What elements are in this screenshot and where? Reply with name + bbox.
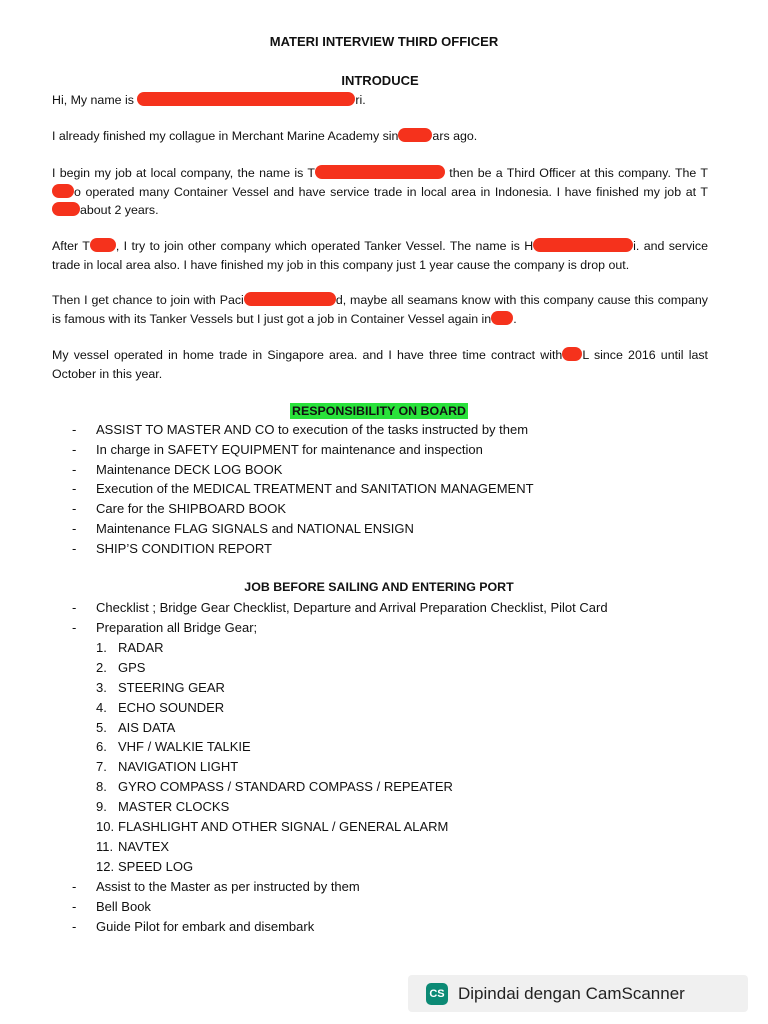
item-text: FLASHLIGHT AND OTHER SIGNAL / GENERAL ALARM — [118, 819, 449, 835]
text: I begin my job at local company, the name is T — [52, 166, 315, 180]
numbered-item — [96, 698, 453, 718]
numbered-item — [96, 737, 453, 757]
item-text: AIS DATA — [118, 719, 176, 735]
bridge-gear-list — [96, 638, 453, 877]
list-item-text: Preparation all Bridge Gear; — [96, 619, 258, 635]
job-list-top — [72, 598, 608, 638]
numbered-item — [96, 718, 453, 738]
redaction-mark — [315, 165, 445, 179]
job-list-bottom — [72, 877, 360, 936]
numbered-item — [96, 837, 453, 857]
item-number: 3. — [96, 679, 107, 695]
dash-marker: - — [72, 520, 77, 536]
redaction-mark — [90, 238, 116, 252]
camscanner-logo-icon: CS — [426, 983, 448, 1005]
text: , I try to join other company which operated Tanker Vessel. The name is H — [115, 239, 534, 253]
item-number: 7. — [96, 759, 107, 775]
list-item-text: Assist to the Master as per instructed by them — [96, 879, 360, 894]
text: I already finished my collague in Merchant Marine Academy sin — [52, 129, 399, 143]
numbered-item — [96, 757, 453, 777]
text: Hi, My name is — [52, 93, 138, 107]
numbered-item — [96, 658, 453, 678]
item-number: 2. — [96, 659, 107, 675]
list-item-text: ASSIST TO MASTER AND CO to execution of the tasks instructed by them — [96, 422, 529, 437]
dash-marker: - — [72, 600, 77, 615]
item-number: 5. — [96, 719, 107, 735]
list-item — [72, 598, 608, 618]
list-item — [72, 897, 360, 917]
item-text: ECHO SOUNDER — [118, 699, 225, 715]
dash-marker: - — [72, 879, 77, 894]
dash-marker: - — [72, 540, 77, 556]
dash-marker: - — [72, 619, 77, 635]
highlighted-heading-text: RESPONSIBILITY ON BOARD — [292, 404, 466, 418]
dash-marker: - — [72, 501, 77, 517]
list-item-text: SHIP’S CONDITION REPORT — [96, 540, 273, 556]
text: . — [513, 311, 517, 326]
numbered-item — [96, 678, 453, 698]
list-item — [72, 499, 534, 519]
text: o operated many Container Vessel and have service trade in local area in Indonesia. I have finished my job at — [74, 184, 701, 199]
item-text: STEERING GEAR — [118, 679, 225, 695]
item-number: 11. — [96, 838, 114, 854]
text: After T — [52, 239, 90, 253]
intro-paragraph-tanker — [52, 237, 708, 274]
list-item-text: Guide Pilot for embark and disembark — [96, 918, 315, 934]
list-item — [72, 440, 534, 460]
item-text: NAVIGATION LIGHT — [118, 759, 239, 775]
list-item — [72, 460, 534, 480]
introduce-heading: INTRODUCE — [341, 73, 419, 88]
text: Then I get chance to join with Paci — [52, 293, 244, 307]
dash-marker: - — [72, 898, 77, 914]
list-item-text: Maintenance DECK LOG BOOK — [96, 461, 283, 477]
text: T — [700, 166, 708, 180]
redaction-mark — [562, 347, 582, 361]
watermark-text: Dipindai dengan CamScanner — [458, 983, 685, 1003]
list-item — [72, 479, 534, 499]
dash-marker: - — [72, 918, 77, 934]
dash-marker: - — [72, 461, 77, 477]
dash-marker: - — [72, 441, 77, 457]
text: about 2 years. — [80, 203, 159, 217]
redaction-mark — [244, 292, 336, 306]
numbered-item — [96, 638, 453, 658]
redaction-mark — [137, 92, 355, 106]
text: d, maybe all seamans know with this company cause this company is famous with its Tanker Vessels but I just got a job in Container Vessel again in — [52, 293, 708, 326]
numbered-item — [96, 857, 453, 877]
item-number: 6. — [96, 739, 107, 755]
list-item — [72, 420, 534, 440]
redaction-mark — [491, 311, 513, 325]
list-item — [72, 917, 360, 937]
text: T — [700, 184, 708, 199]
document-title: MATERI INTERVIEW THIRD OFFICER — [269, 34, 499, 49]
redaction-mark — [52, 202, 80, 216]
item-text: RADAR — [118, 640, 164, 655]
numbered-item — [96, 817, 453, 837]
item-text: GPS — [118, 659, 146, 675]
list-item-text: Maintenance FLAG SIGNALS and NATIONAL ENSIGN — [96, 520, 414, 536]
list-item — [72, 618, 608, 638]
list-item-text: Care for the SHIPBOARD BOOK — [96, 501, 287, 517]
intro-paragraph-pacific — [52, 291, 708, 328]
item-text: GYRO COMPASS / STANDARD COMPASS / REPEATER — [118, 779, 453, 795]
text: L since 2016 until last October in this year. — [52, 348, 708, 381]
numbered-item — [96, 797, 453, 817]
dash-marker: - — [72, 422, 77, 437]
text: i. and service trade in local area also. I have finished my job in this company just 1 year cause the company is drop out. — [52, 239, 708, 272]
item-number: 10. — [96, 819, 115, 835]
item-text: NAVTEX — [118, 838, 170, 854]
responsibility-heading — [0, 402, 758, 420]
text: then be a Third Officer at this company. The — [444, 166, 701, 180]
item-text: VHF / WALKIE TALKIE — [118, 739, 251, 755]
item-number: 12. — [96, 858, 115, 874]
item-number: 9. — [96, 799, 107, 815]
responsibility-list — [72, 420, 534, 559]
list-item-text: Checklist ; Bridge Gear Checklist, Departure and Arrival Preparation Checklist, Pilot Card — [96, 600, 608, 615]
text: My vessel operated in home trade in Singapore area. and I have three time contract with — [52, 348, 563, 362]
item-number: 4. — [96, 699, 107, 715]
intro-paragraph-academy — [52, 127, 708, 146]
item-text: MASTER CLOCKS — [118, 799, 230, 815]
item-number: 8. — [96, 779, 107, 795]
dash-marker: - — [72, 481, 77, 497]
intro-paragraph-contract — [52, 346, 708, 383]
list-item-text: In charge in SAFETY EQUIPMENT for maintenance and inspection — [96, 441, 483, 457]
text: ars ago. — [432, 129, 478, 143]
redaction-mark — [52, 184, 74, 198]
intro-paragraph-name — [52, 91, 708, 110]
intro-paragraph-first-job — [52, 164, 708, 220]
list-item — [72, 519, 534, 539]
numbered-item — [96, 777, 453, 797]
list-item — [72, 877, 360, 897]
item-text: SPEED LOG — [118, 858, 194, 874]
list-item-text: Execution of the MEDICAL TREATMENT and SANITATION MANAGEMENT — [96, 481, 534, 497]
text: ri. — [355, 93, 366, 107]
list-item — [72, 539, 534, 559]
job-heading: JOB BEFORE SAILING AND ENTERING PORT — [244, 580, 514, 594]
redaction-mark — [533, 238, 633, 252]
camscanner-watermark — [408, 975, 748, 1012]
list-item-text: Bell Book — [96, 898, 151, 914]
redaction-mark — [398, 128, 432, 142]
item-number: 1. — [96, 640, 107, 655]
